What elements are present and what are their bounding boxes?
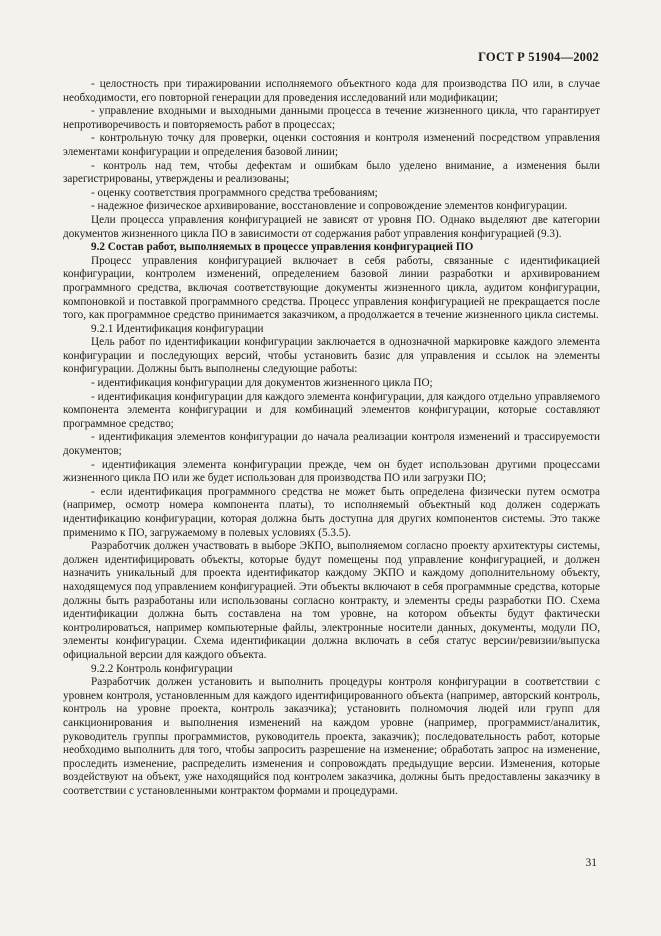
list-item-docs-identification: - идентификация конфигурации для документов жизненного цикла ПО; xyxy=(91,377,433,390)
list-item-element-identification: - идентификация конфигурации для каждого элемента конфигурации, для каждого отдельно управляемого компонента элемента конфигурации и для комбинаций элементов конфигурации, которые составляют программное средство; xyxy=(63,390,600,430)
list-item-before-use: - идентификация элемента конфигурации прежде, чем он будет использован другими процессами жизненного цикла ПО или же будет использован для производства ПО или загрузки ПО; xyxy=(63,458,600,485)
list-item-checkpoint: - контрольную точку для проверки, оценки состояния и контроля изменений посредством управления элементами конфигурации и определения базовой линии; xyxy=(63,132,600,158)
section-heading-9-2: 9.2 Состав работ, выполняемых в процессе управления конфигурацией ПО xyxy=(91,241,474,254)
subsection-heading-9-2-2: 9.2.2 Контроль конфигурации xyxy=(91,662,233,675)
list-item-integrity: - целостность при тиражировании исполняемого объектного кода для производства ПО или, в случае необходимости, его повторной генерации для проведения исследований или модификации; xyxy=(63,78,600,104)
paragraph-process-overview: Процесс управления конфигурацией включает в себя работы, связанные с идентификацией конфигурации, контролем изменений, определением базовой линии разработки и архивированием программного средства, включая соответствующие документы жизненного цикла, аудитом конфигурации, компоновкой и поставкой программного средства. Процесс управления конфигурацией не прекращается после того, как программное средство принимается заказчиком, а продолжается в течение жизненного цикла системы. xyxy=(63,254,600,322)
standard-code: ГОСТ Р 51904—2002 xyxy=(478,50,599,64)
list-item-physical-identification: - если идентификация программного средства не может быть определена физически путем осмотра (например, осмотр номера компонента платы), то исполняемый объектный код должен содержать идентификацию конфигурации, которая должна быть доступна для других компонентов системы. Это также применимо к ПО, загружаемому в полевых условиях (5.3.5). xyxy=(63,485,600,539)
list-item-before-change-control: - идентификация элементов конфигурации до начала реализации контроля изменений и трассируемости документов; xyxy=(63,431,600,458)
list-item-archiving: - надежное физическое архивирование, восстановление и сопровождение элементов конфигурации. xyxy=(91,200,568,213)
document-body xyxy=(63,78,600,798)
paragraph-objectives: Цели процесса управления конфигурацией не зависят от уровня ПО. Однако выделяют две категории документов жизненного цикла ПО в зависимости от содержания работ управления конфигурацией (9.3). xyxy=(63,213,600,240)
page-number: 31 xyxy=(585,857,597,869)
list-item-conformity: - оценку соответствия программного средства требованиям; xyxy=(91,186,378,199)
list-item-data-management: - управление входными и выходными данными процесса в течение жизненного цикла, что гарантирует непротиворечивость и повторяемость работ в процессах; xyxy=(63,105,600,131)
paragraph-developer-selection: Разработчик должен участвовать в выборе ЭКПО, выполняемом согласно проекту архитектуры системы, должен идентифицировать объекты, которые будут помещены под управление конфигурацией, и должен назначить уникальный для проекта идентификатор каждому ЭКПО и каждому дополнительному объекту, находящемуся под управлением конфигурацией. Эти объекты включают в себя программные средства, которые должны быть разработаны или использованы согласно контракту, и элементы среды разработки ПО. Схема идентификации должна быть составлена на том уровне, на котором объекты будут фактически контролироваться, например компьютерные файлы, электронные носители данных, документы, модули ПО, элементы конфигурации. Схема идентификации должна включать в себя статус версии/ревизии/выпуска официальной версии для каждого объекта. xyxy=(63,540,600,661)
subsection-heading-9-2-1: 9.2.1 Идентификация конфигурации xyxy=(91,322,264,335)
paragraph-identification-goal: Цель работ по идентификации конфигурации заключается в однозначной маркировке каждого элемента конфигурации и последующих версий, чтобы установить базис для управления и ссылок на элементы конфигурации. Должны быть выполнены следующие работы: xyxy=(63,336,600,376)
paragraph-configuration-control: Разработчик должен установить и выполнить процедуры контроля конфигурации в соответствии с уровнем контроля, установленным для каждого идентифицированного объекта (например, авторский контроль, контроль на уровне проекта, контроль заказчика); установить полномочия людей или групп для санкционирования и выполнения изменений на каждом уровне (например, программист/аналитик, руководитель группы программистов, руководитель проекта, заказчик); последовательность работ, которые необходимо выполнить для того, чтобы запросить разрешение на изменение; обработать запрос на изменение, проследить изменение, распределить изменения и сопровождать предыдущие версии. Изменения, которые воздействуют на объект, уже находящийся под контролем заказчика, должны быть предоставлены заказчику в соответствии с установленными контрактом формами и процедурами. xyxy=(63,676,600,797)
list-item-defect-control: - контроль над тем, чтобы дефектам и ошибкам было уделено внимание, а изменения были зарегистрированы, утверждены и реализованы; xyxy=(63,159,600,186)
